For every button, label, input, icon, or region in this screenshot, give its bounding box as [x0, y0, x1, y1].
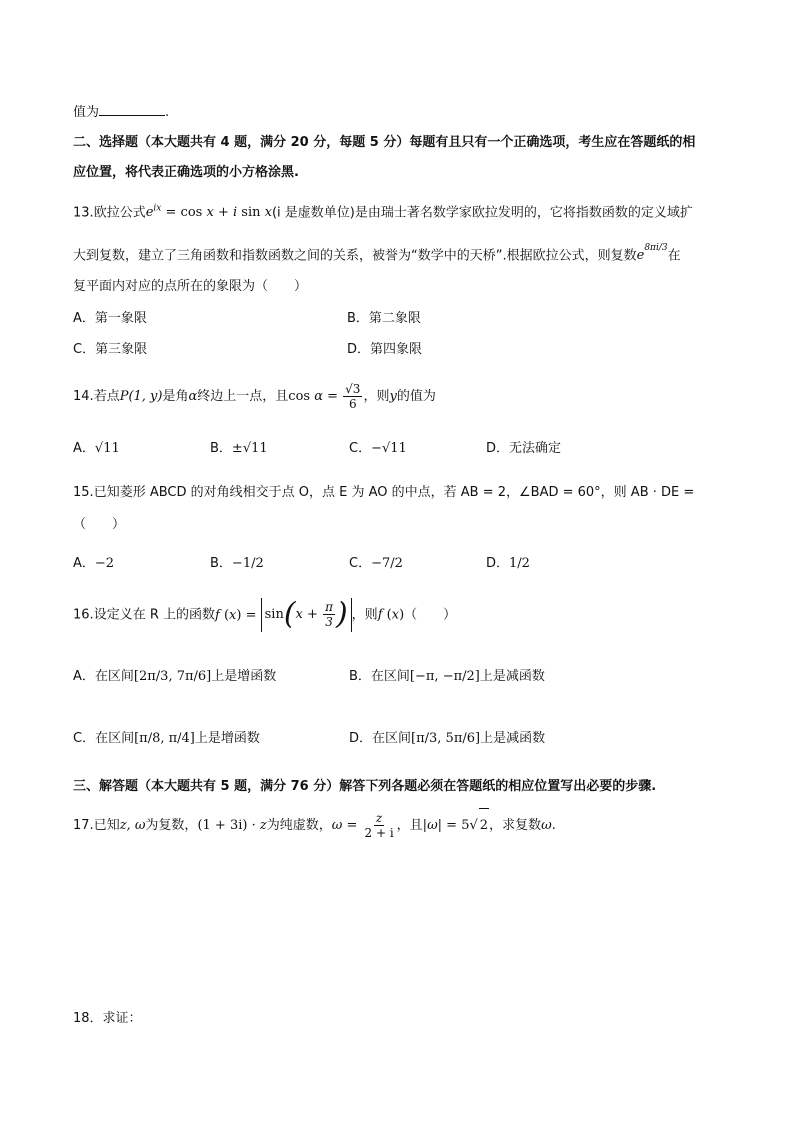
- alpha-symbol: α: [188, 389, 198, 404]
- q13-line3: 复平面内对应的点所在的象限为（ ）: [73, 279, 308, 294]
- q15-line1: 15.已知菱形 ABCD 的对角线相交于点 O，点 E 为 AO 的中点，若 AB = 2，∠BAD = 60°，则 AB · DE =: [73, 485, 695, 500]
- q14-option-c[interactable]: C．−√11: [349, 441, 407, 456]
- q18-line: 18．求证：: [73, 1011, 142, 1026]
- q15-option-a[interactable]: A．−2: [73, 556, 115, 571]
- q13-option-b[interactable]: B．第二象限: [347, 311, 421, 326]
- q15-option-c[interactable]: C．−7/2: [349, 556, 403, 571]
- section3-header: 三、解答题（本大题共有 5 题，满分 76 分）解答下列各题必须在答题纸的相应位置写出必要的步骤.: [73, 779, 657, 794]
- omega-modulus: |ω| = 5√ 2: [423, 818, 489, 833]
- euler-formula: $e^{ix} = \cos x + i$ sin x: [145, 204, 272, 221]
- omega-definition: ω = $\frac{z}{2 + i}$: [331, 811, 394, 840]
- cos-alpha: cos α =: [288, 389, 339, 404]
- product-expression: (1 + 3i) · z: [197, 818, 267, 833]
- omega-symbol: ω: [541, 818, 552, 833]
- q16-option-a[interactable]: A．在区间[2π/3, 7π/6]上是增函数: [73, 669, 277, 684]
- q16-option-c[interactable]: C．在区间[π/8, π/4]上是增函数: [73, 731, 260, 746]
- q13-option-d[interactable]: D．第四象限: [347, 342, 423, 357]
- answer-blank[interactable]: [99, 103, 165, 116]
- abs-sin-expression: sin(x + $\frac{\pi}{3}$ ): [261, 598, 352, 632]
- complex-number: $e^{8\pi i/3}$: [636, 243, 668, 264]
- q13-line1: 13.欧拉公式$e^{ix} = \cos x + i$ sin x(i 是虚数单位)是由瑞士著名数学家欧拉发明的，它将指数函数的定义域扩: [73, 204, 693, 221]
- section2-header-line2: 应位置，将代表正确选项的小方格涂黑.: [73, 165, 299, 180]
- q16-option-b[interactable]: B．在区间[−π, −π/2]上是减函数: [349, 669, 545, 684]
- q13-option-a[interactable]: A．第一象限: [73, 311, 147, 326]
- q13-option-c[interactable]: C．第三象限: [73, 342, 148, 357]
- f-of-x: f (x): [377, 607, 405, 623]
- q15-option-d[interactable]: D．1/2: [486, 556, 530, 571]
- cos-fraction: $\frac{√3}{6}$: [345, 382, 361, 411]
- q15-option-b[interactable]: B．−1/2: [210, 556, 264, 571]
- q16-line: 16.设定义在 R 上的函数f (x) = sin(x + $\frac{\pi}{3}$ ) ，则f (x)（ ）: [73, 596, 457, 632]
- q14-line: 14.若点P(1, y)是角α终边上一点，且cos α = $\frac{√3}{6}$ ，则y的值为: [73, 382, 436, 411]
- q13-line2: 大到复数，建立了三角函数和指数函数之间的关系，被誉为“数学中的天桥”.根据欧拉公式，则复数$e^{8\pi i/3}$在: [73, 243, 681, 264]
- q16-option-d[interactable]: D．在区间[π/3, 5π/6]上是减函数: [349, 731, 546, 746]
- section2-header-line1: 二、选择题（本大题共有 4 题，满分 20 分，每题 5 分）每题有且只有一个正确选项，考生应在答题纸的相: [73, 135, 696, 150]
- q14-option-d[interactable]: D．无法确定: [486, 441, 562, 456]
- q15-line2: （ ）: [73, 517, 126, 532]
- z-omega: z, ω: [119, 818, 146, 833]
- q17-line: 17.已知z, ω为复数，(1 + 3i) · z为纯虚数，ω = $\frac{z}{2 + i}$ ，且|ω| = 5√ 2，求复数ω.: [73, 808, 556, 843]
- q14-option-b[interactable]: B．±√11: [210, 441, 268, 456]
- function-def: f (x) = sin(x + $\frac{\pi}{3}$ ): [215, 608, 352, 623]
- y-symbol: y: [389, 389, 397, 404]
- answer-blank-line: 值为 .: [73, 105, 170, 120]
- q14-option-a[interactable]: A．√11: [73, 441, 120, 456]
